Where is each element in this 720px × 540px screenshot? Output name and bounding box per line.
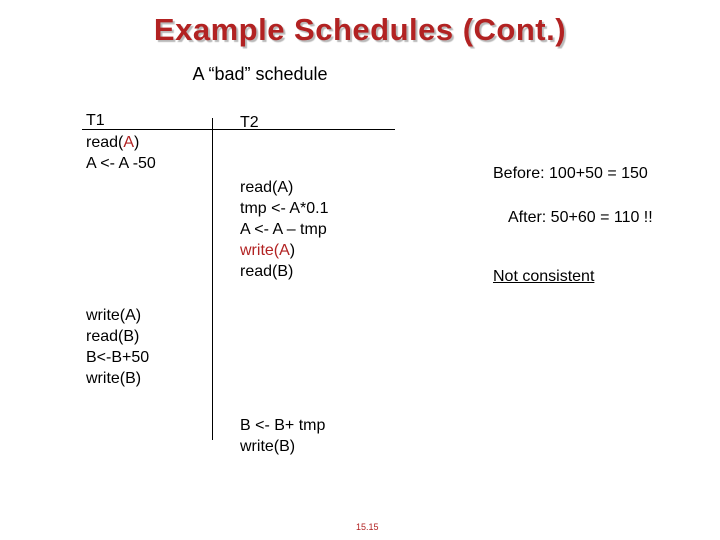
- t1-op-line: write(A): [86, 307, 142, 324]
- t1-op-line: B<-B+50: [86, 349, 150, 366]
- column-divider-line: [212, 118, 213, 440]
- t1-op-line: read(B): [86, 328, 140, 345]
- t2-op-line: write(B): [240, 438, 296, 455]
- t1-op-line: A <- A -50: [86, 155, 156, 172]
- t1-header: T1: [86, 112, 105, 129]
- t2-op-line: B <- B+ tmp: [240, 417, 326, 434]
- t1-ops-block-2: [86, 305, 149, 389]
- page-number: 15.15: [356, 522, 379, 532]
- slide-subtitle: A “bad” schedule: [192, 64, 328, 84]
- header-divider-line: [82, 129, 395, 130]
- t1-op-line: write(B): [86, 370, 142, 387]
- t2-op-line: A <- A – tmp: [240, 221, 327, 238]
- t2-header: T2: [240, 114, 259, 131]
- t2-op-line: read(B): [240, 263, 294, 280]
- t2-op-line: read(A): [240, 179, 294, 196]
- note-after: After: 50+60 = 110 !!: [508, 209, 653, 226]
- note-not-consistent: Not consistent: [493, 268, 595, 285]
- t1-op-line: read(A): [86, 134, 140, 151]
- t2-ops-block-2: [240, 415, 325, 457]
- t1-ops-block-1: [86, 132, 156, 174]
- t2-op-line: write(A): [240, 242, 296, 259]
- t2-op-line: tmp <- A*0.1: [240, 200, 329, 217]
- t2-ops-block-1: [240, 177, 329, 282]
- slide-title: Example Schedules (Cont.): [153, 12, 567, 47]
- note-before: Before: 100+50 = 150: [493, 165, 648, 182]
